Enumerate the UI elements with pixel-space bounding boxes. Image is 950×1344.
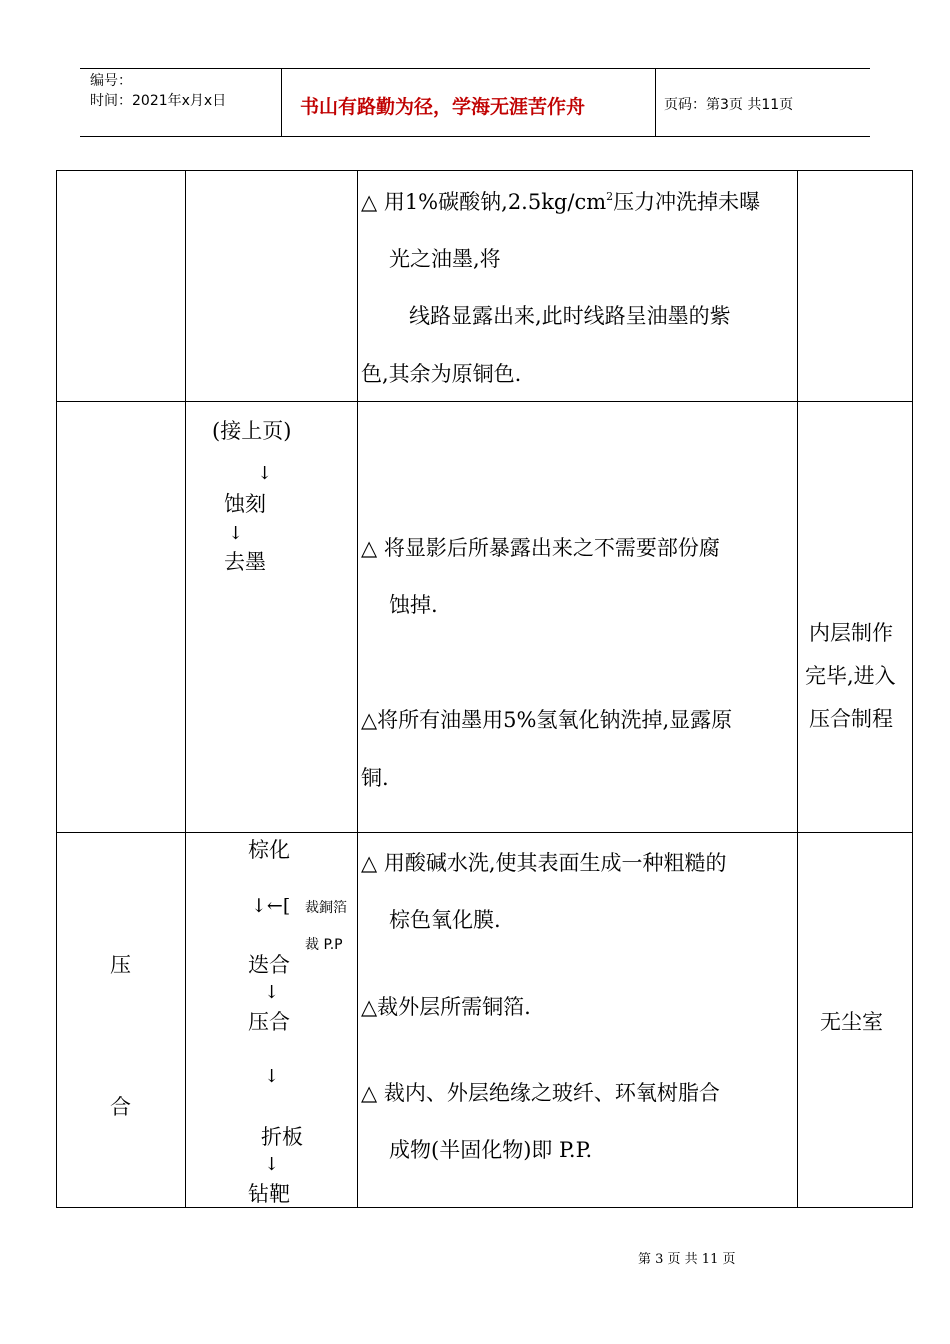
note-line: 压合制程 — [809, 707, 893, 731]
header-top-rule — [80, 68, 870, 69]
stage-label: 合 — [110, 1095, 131, 1119]
description-line: △ 裁内、外层绝缘之玻纤、环氧树脂合 — [361, 1081, 720, 1105]
stage-label: 压 — [110, 953, 131, 977]
flow-step: 压合 — [248, 1010, 290, 1034]
description-line: 成物(半固化物)即 P.P. — [389, 1138, 593, 1162]
header-page-label: 页码：第3页 共11页 — [664, 97, 794, 113]
header-time-label: 时间：2021年x月x日 — [90, 93, 227, 109]
down-arrow-icon: ↓ — [228, 523, 244, 544]
description-line: 铜. — [361, 766, 389, 790]
table-rule — [912, 170, 913, 1208]
flow-step: 钻靶 — [248, 1182, 290, 1206]
note-line: 完毕,进入 — [805, 664, 896, 688]
description-line: 蚀掉. — [389, 593, 438, 617]
flow-step: (接上页) — [212, 419, 292, 443]
flow-step: 去墨 — [224, 550, 266, 574]
down-arrow-icon: ↓ — [264, 1154, 280, 1175]
header-number-label: 编号： — [90, 73, 132, 89]
description-line: 线路显露出来,此时线路呈油墨的紫 — [409, 304, 731, 328]
page-footer: 第 3 页 共 11 页 — [638, 1252, 736, 1267]
superscript: 2 — [606, 190, 614, 203]
side-input: 裁銅箔 — [305, 900, 347, 916]
flow-step: 折板 — [261, 1125, 303, 1149]
header-divider — [281, 68, 282, 136]
down-arrow-icon: ↓ — [264, 982, 280, 1003]
description-line: 色,其余为原铜色. — [361, 362, 522, 386]
branch-arrow-icon: ↓←[ — [251, 895, 291, 917]
description-line: 棕色氧化膜. — [389, 908, 501, 932]
header-motto: 书山有路勤为径，学海无涯苦作舟 — [300, 96, 586, 118]
description-line: △ 用酸碱水洗,使其表面生成一种粗糙的 — [361, 851, 727, 875]
note-line: 无尘室 — [820, 1010, 883, 1034]
header-divider — [655, 68, 656, 136]
table-rule — [56, 170, 57, 1208]
header-bottom-rule — [80, 136, 870, 137]
description-line: △ 用1%碳酸钠$,2.5kg/cm^2$压力冲洗掉未曝 — [361, 190, 761, 214]
flow-step: 蚀刻 — [224, 492, 266, 516]
table-rule — [357, 170, 358, 1208]
table-rule — [797, 170, 798, 1208]
flow-step: 棕化 — [248, 838, 290, 862]
flow-step: 迭合 — [248, 953, 290, 977]
description-line: △ 将显影后所暴露出来之不需要部份腐 — [361, 536, 720, 560]
down-arrow-icon: ↓ — [264, 1066, 280, 1087]
description-line: △裁外层所需铜箔. — [361, 995, 531, 1019]
note-line: 内层制作 — [809, 621, 893, 645]
down-arrow-icon: ↓ — [257, 463, 273, 484]
table-rule — [185, 170, 186, 1208]
description-line: 光之油墨,将 — [389, 247, 501, 271]
description-line: △将所有油墨用5%氢氧化钠洗掉,显露原 — [361, 708, 733, 732]
side-input: 裁 P.P — [305, 937, 343, 953]
